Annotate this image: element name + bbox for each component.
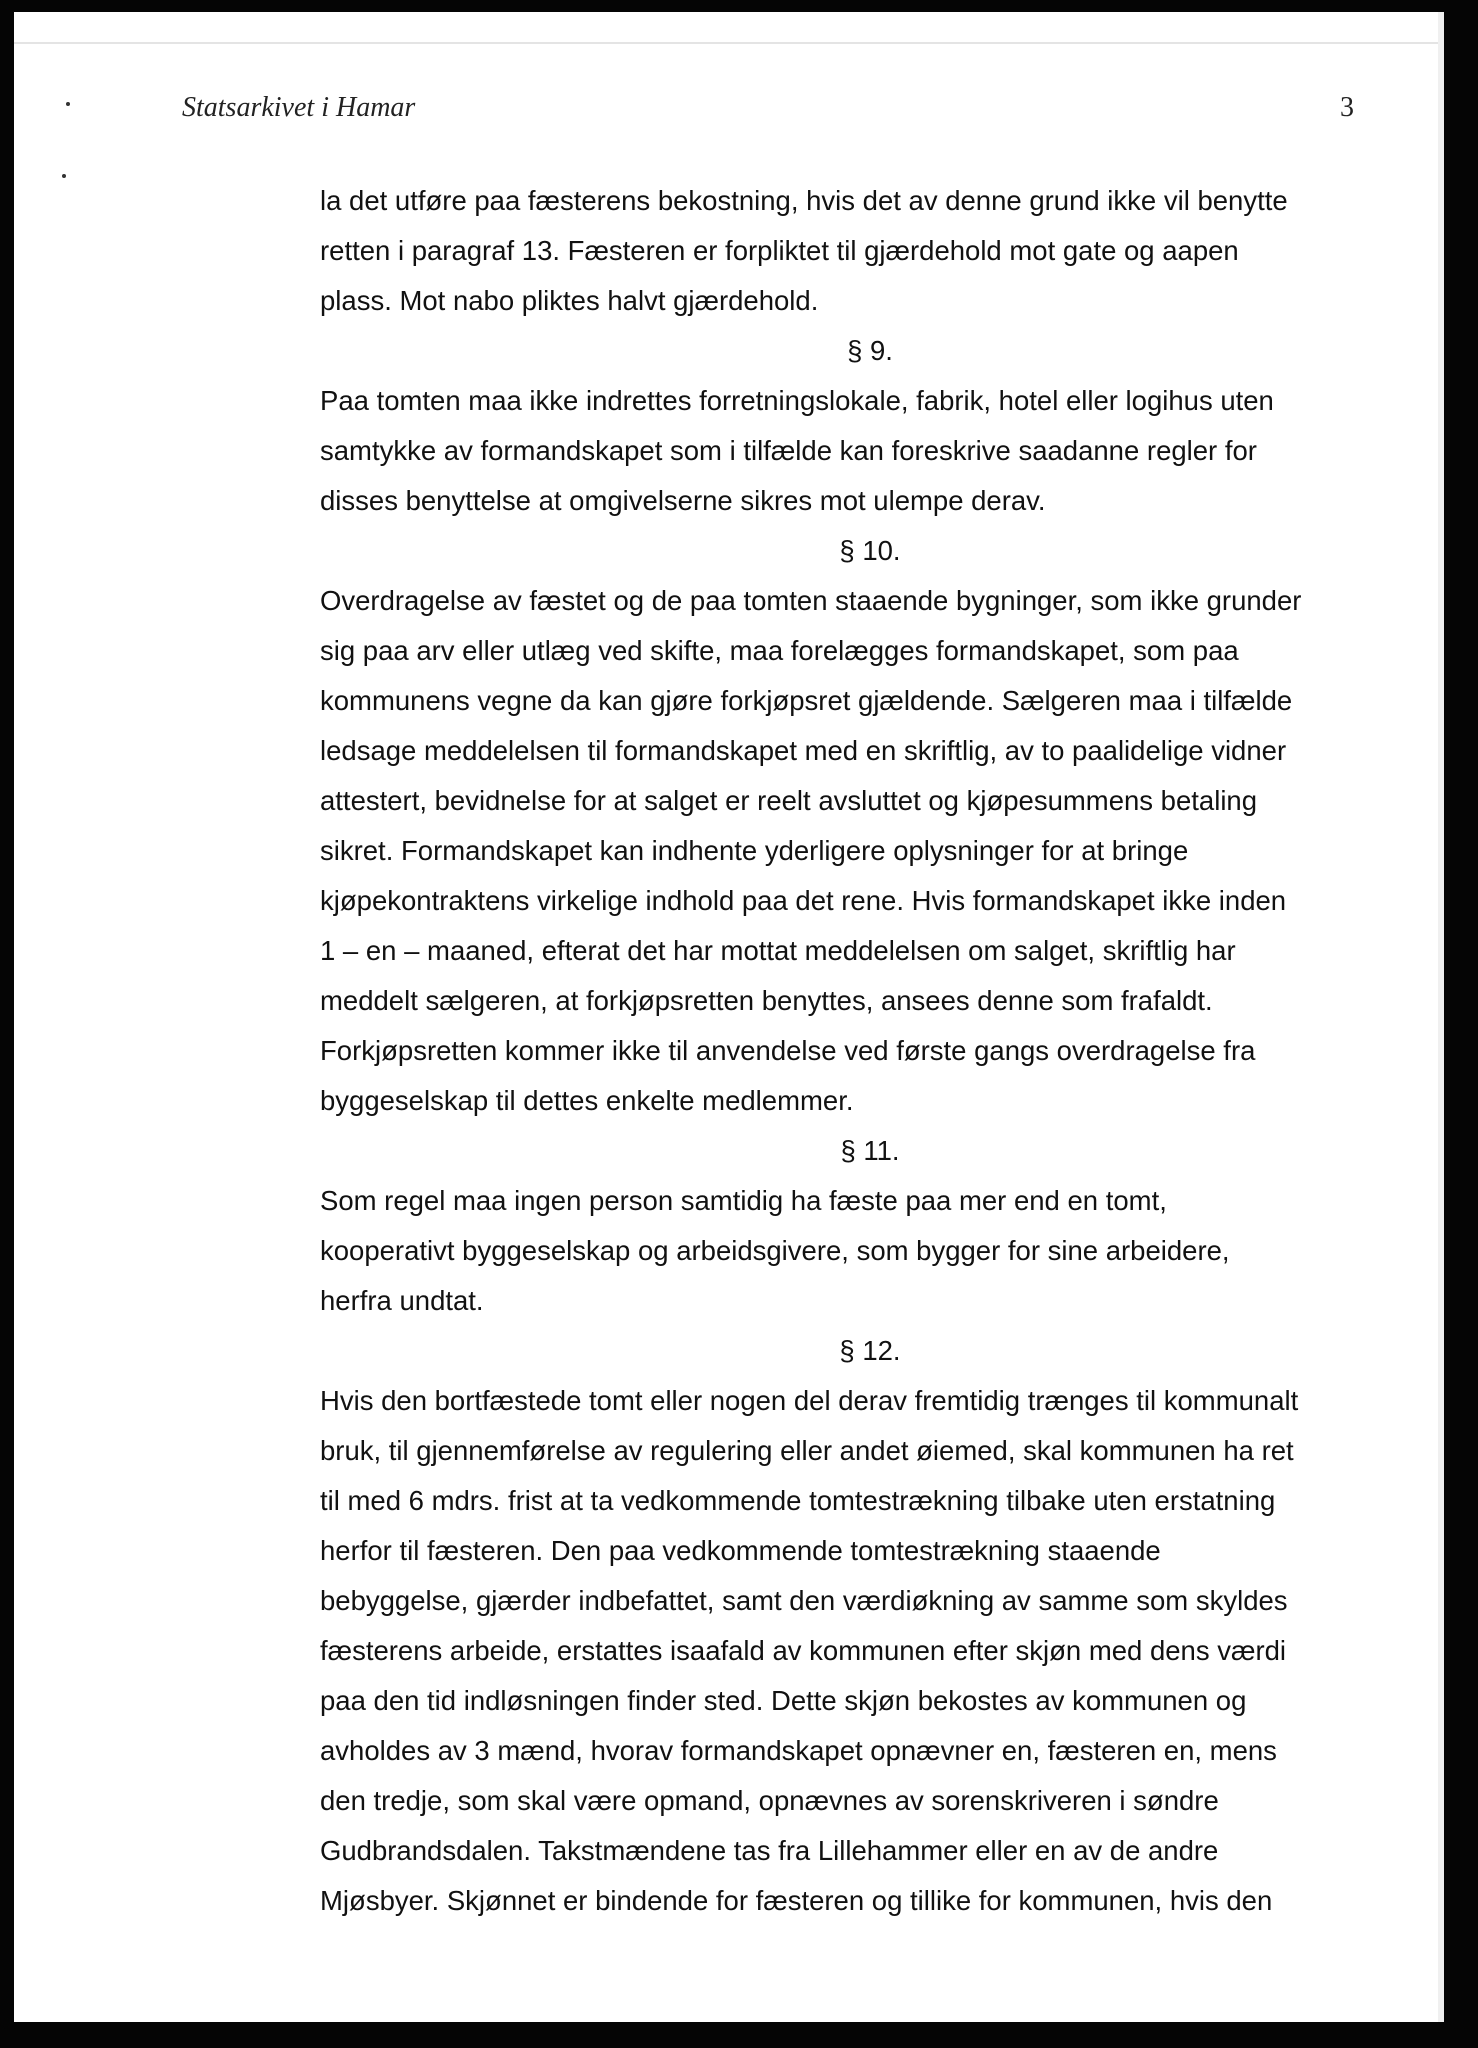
scan-speck (66, 102, 70, 106)
text-line: fæsterens arbeide, erstattes isaafald av kommunen efter skjøn med dens værdi (320, 1635, 1287, 1666)
text-line: attestert, bevidnelse for at salget er reelt avsluttet og kjøpesummens betaling (320, 785, 1258, 816)
text-line: Mjøsbyer. Skjønnet er bindende for fæsteren og tillike for kommunen, hvis den (320, 1885, 1273, 1916)
text-line: retten i paragraf 13. Fæsteren er forpliktet til gjærdehold mot gate og aapen (320, 235, 1239, 266)
scan-speck (62, 174, 66, 178)
document-body (320, 176, 1380, 1926)
text-line: kommunens vegne da kan gjøre forkjøpsret gjældende. Sælgeren maa i tilfælde (320, 685, 1293, 716)
text-line: herfor til fæsteren. Den paa vedkommende tomtestrækning staaende (320, 1535, 1161, 1566)
section-heading: § 11. (840, 1135, 900, 1166)
section-heading: § 10. (839, 535, 901, 566)
page-number: 3 (1340, 92, 1354, 123)
text-line: meddelt sælgeren, at forkjøpsretten benyttes, ansees denne som frafaldt. (320, 985, 1213, 1016)
text-line: herfra undtat. (320, 1285, 484, 1316)
text-line: ledsage meddelelsen til formandskapet med en skriftlig, av to paalidelige vidner (320, 735, 1287, 766)
text-line: til med 6 mdrs. frist at ta vedkommende tomtestrækning tilbake uten erstatning (320, 1485, 1276, 1516)
text-line: Overdragelse av fæstet og de paa tomten staaende bygninger, som ikke grunder (320, 585, 1302, 616)
section-heading: § 9. (847, 335, 893, 366)
text-line: 1 – en – maaned, efterat det har mottat meddelelsen om salget, skriftlig har (320, 935, 1236, 966)
document-page (14, 12, 1444, 2022)
text-line: bebyggelse, gjærder indbefattet, samt den værdiøkning av samme som skyldes (320, 1585, 1288, 1616)
page-edge-shadow (1438, 12, 1444, 2022)
text-line: den tredje, som skal være opmand, opnævnes av sorenskriveren i søndre (320, 1785, 1219, 1816)
section-heading: § 12. (839, 1335, 901, 1366)
text-line: bruk, til gjennemførelse av regulering eller andet øiemed, skal kommunen ha ret (320, 1435, 1294, 1466)
text-line: sikret. Formandskapet kan indhente yderligere oplysninger for at bringe (320, 835, 1189, 866)
text-line: avholdes av 3 mænd, hvorav formandskapet opnævner en, fæsteren en, mens (320, 1735, 1277, 1766)
text-line: sig paa arv eller utlæg ved skifte, maa forelægges formandskapet, som paa (320, 635, 1239, 666)
text-line: Hvis den bortfæstede tomt eller nogen del derav fremtidig trænges til kommunalt (320, 1385, 1299, 1416)
text-line: Paa tomten maa ikke indrettes forretningslokale, fabrik, hotel eller logihus uten (320, 385, 1274, 416)
text-line: kooperativt byggeselskap og arbeidsgivere, som bygger for sine arbeidere, (320, 1235, 1230, 1266)
text-line: Som regel maa ingen person samtidig ha fæste paa mer end en tomt, (320, 1185, 1167, 1216)
text-line: kjøpekontraktens virkelige indhold paa det rene. Hvis formandskapet ikke inden (320, 885, 1287, 916)
text-line: samtykke av formandskapet som i tilfælde kan foreskrive saadanne regler for (320, 435, 1257, 466)
scan-artifact-line (14, 42, 1444, 44)
text-line: byggeselskap til dettes enkelte medlemmer. (320, 1085, 854, 1116)
text-line: Gudbrandsdalen. Takstmændene tas fra Lillehammer eller en av de andre (320, 1835, 1219, 1866)
running-head: Statsarkivet i Hamar (182, 92, 416, 123)
text-line: paa den tid indløsningen finder sted. Dette skjøn bekostes av kommunen og (320, 1685, 1247, 1716)
text-line: disses benyttelse at omgivelserne sikres mot ulempe derav. (320, 485, 1046, 516)
text-line: Forkjøpsretten kommer ikke til anvendelse ved første gangs overdragelse fra (320, 1035, 1256, 1066)
text-line: la det utføre paa fæsterens bekostning, hvis det av denne grund ikke vil benytte (320, 185, 1288, 216)
text-line: plass. Mot nabo pliktes halvt gjærdehold. (320, 285, 819, 316)
